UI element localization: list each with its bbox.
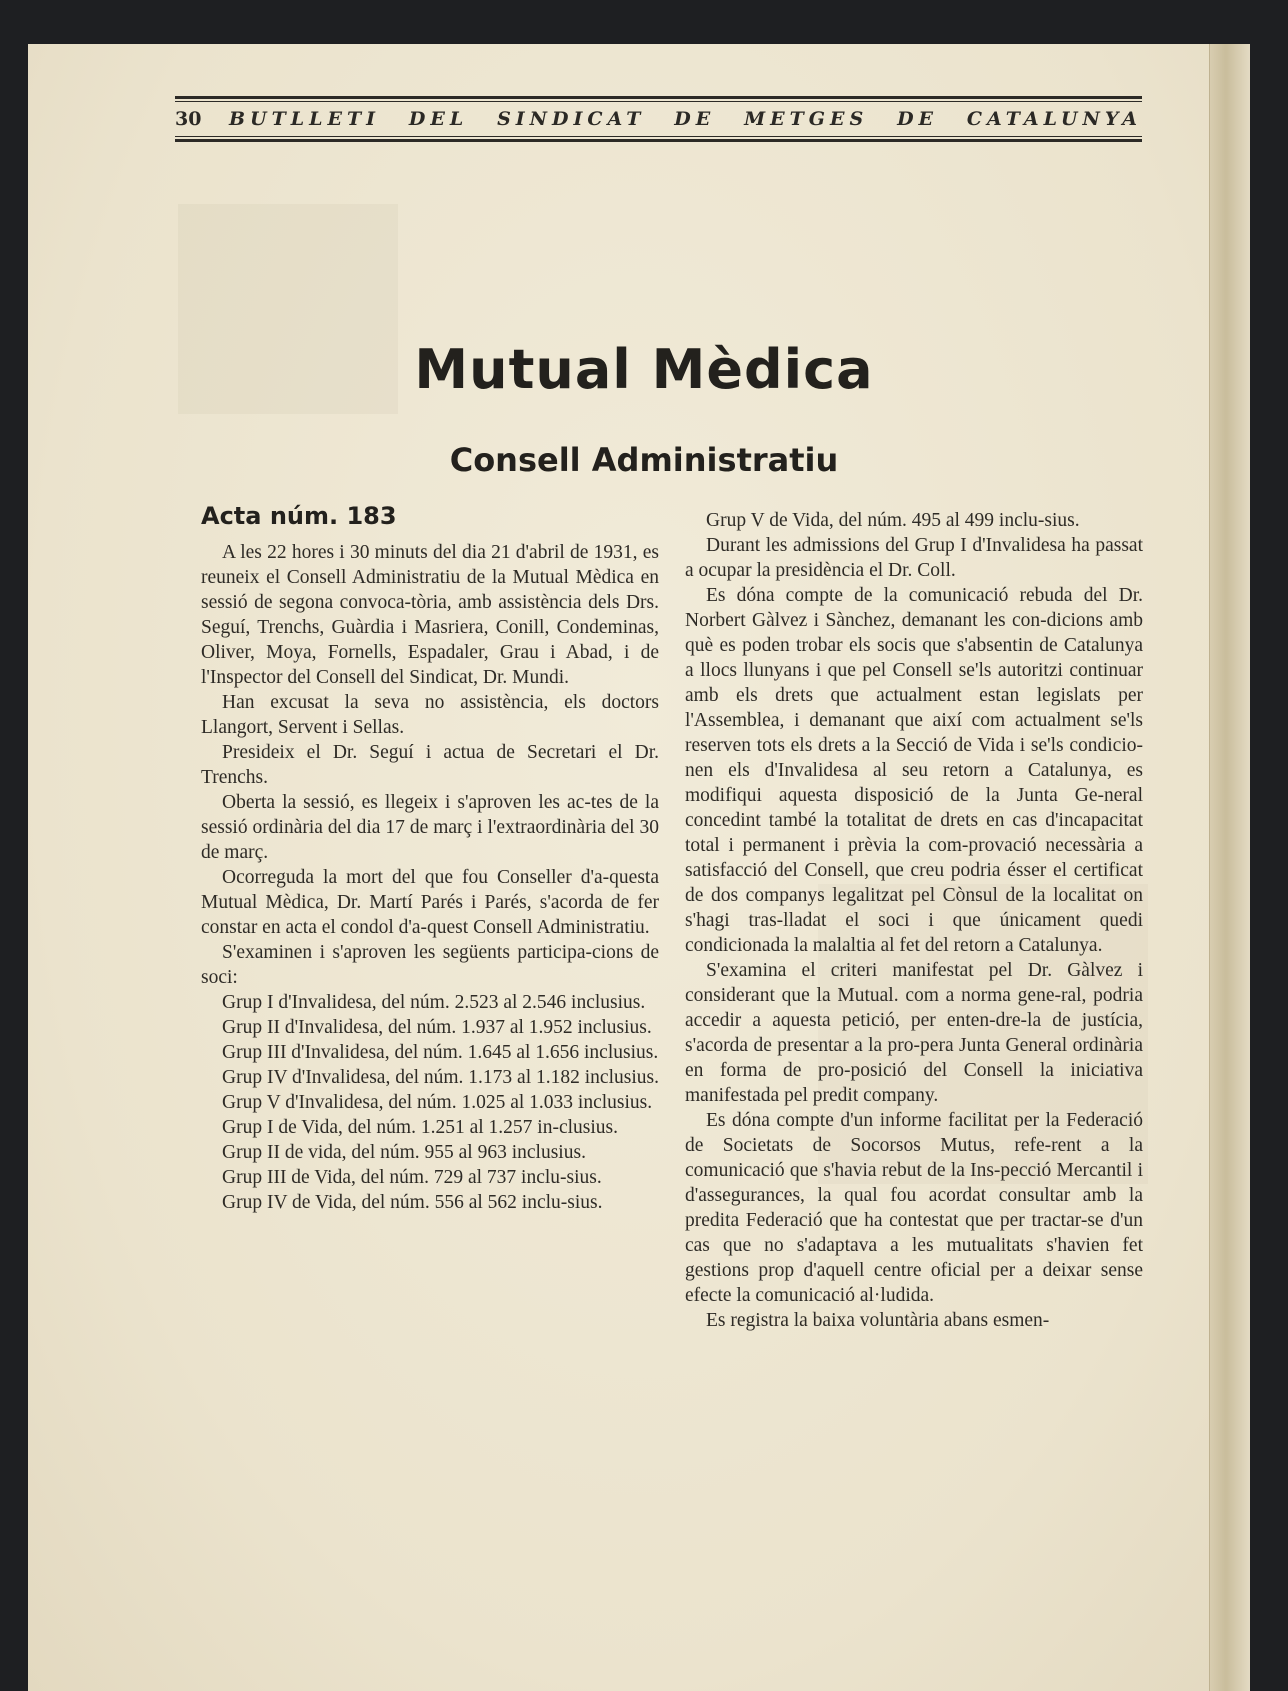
header-rule-bottom-thin	[175, 136, 1142, 137]
paragraph: Ocorreguda la mort del que fou Conseller d'a-questa Mutual Mèdica, Dr. Martí Parés i Parés, s'acorda de fer constar en acta el condol d'a-quest Consell Administratiu.	[201, 867, 659, 938]
right-column	[685, 508, 1143, 1333]
paragraph: Grup IV de Vida, del núm. 556 al 562 inclu-sius.	[222, 1192, 603, 1213]
running-title-word: BUTLLETI	[229, 108, 380, 130]
header-rule-top-thin	[175, 101, 1142, 102]
book-spine	[1209, 44, 1250, 1691]
paragraph: Es dóna compte de la comunicació rebuda del Dr. Norbert Gàlvez i Sànchez, demanant les con-dicions amb què es poden trobar els socis que s'absentin de Catalunya a llocs llunyans i que pel Consell se'ls autoritzi continuar amb els drets que actualment estan legislats per l'Assemblea, i demanant que així com actualment se'ls reserven tots els drets a la Secció de Vida i se'ls condicio-nen els d'Invalidesa al seu retorn a Catalunya, es modifiqui aquesta disposició de la Junta Ge-neral concedint també la totalitat de drets en cas d'incapacitat total i permanent i prèvia la com-provació necessària a satisfacció del Consell, que creu podria ésser el certificat de dos companys legalitzat pel Cònsul de la localitat on s'hagi tras-lladat el soci i que únicament quedi condicionada la malaltia al fet del retorn a Catalunya.	[685, 585, 1143, 956]
running-title-word: DEL	[408, 108, 469, 130]
running-title-word: DE	[897, 108, 939, 130]
running-title-word: CATALUNYA	[966, 108, 1142, 130]
running-title	[229, 108, 1142, 130]
paragraph: Presideix el Dr. Seguí i actua de Secretari el Dr. Trenchs.	[201, 742, 659, 788]
paragraph: Es registra la baixa voluntària abans esmen-	[706, 1310, 1050, 1331]
page-number: 30	[175, 108, 202, 130]
running-header	[175, 104, 1142, 134]
paragraph: Oberta la sessió, es llegeix i s'aproven les ac-tes de la sessió ordinària del dia 17 de març i l'extraordinària del 30 de març.	[201, 792, 659, 863]
page-title: Mutual Mèdica	[414, 338, 874, 401]
left-column-body	[201, 540, 659, 1215]
paragraph: Grup V d'Invalidesa, del núm. 1.025 al 1.033 inclusius.	[222, 1092, 653, 1113]
paragraph: S'examina el criteri manifestat pel Dr. Gàlvez i considerant que la Mutual. com a norma gene-ral, podria accedir a aquesta petició, per enten-dre-la de justícia, s'acorda de presentar a la pro-pera Junta General ordinària en forma de pro-posició del Consell la iniciativa manifestada pel predit company.	[685, 960, 1143, 1106]
paragraph: Grup I de Vida, del núm. 1.251 al 1.257 in-clusius.	[222, 1117, 618, 1138]
right-column-body	[685, 508, 1143, 1333]
paragraph: Grup III d'Invalidesa, del núm. 1.645 al 1.656 inclusius.	[222, 1042, 659, 1063]
left-column	[201, 502, 659, 1215]
paragraph: A les 22 hores i 30 minuts del dia 21 d'abril de 1931, es reuneix el Consell Administratiu de la Mutual Mèdica en sessió de segona convoca-tòria, amb assistència dels Drs. Seguí, Trenchs, Guàrdia i Masriera, Conill, Condeminas, Oliver, Moya, Fornells, Espadaler, Grau i Abad, i de l'Inspector del Consell del Sindicat, Dr. Mundi.	[201, 542, 659, 688]
paragraph: S'examinen i s'aproven les següents participa-cions de soci:	[201, 942, 659, 988]
running-title-word: SINDICAT	[497, 108, 646, 130]
paragraph: Grup IV d'Invalidesa, del núm. 1.173 al 1.182 inclusius.	[222, 1067, 659, 1088]
paragraph: Durant les admissions del Grup I d'Invalidesa ha passat a ocupar la presidència el Dr. Coll.	[685, 535, 1143, 581]
header-rule-bottom	[175, 139, 1142, 142]
running-title-word: METGES	[744, 108, 869, 130]
paragraph: Grup I d'Invalidesa, del núm. 2.523 al 2.546 inclusius.	[222, 992, 646, 1013]
paragraph: Es dóna compte d'un informe facilitat per la Federació de Societats de Socorsos Mutus, refe-rent a la comunicació que s'havia rebut de la Ins-pecció Mercantil i d'assegurances, la qual fou acordat consultar amb la predita Federació que ha contestat que per tractar-se d'un cas que no s'adaptava a les mutualitats s'havien fet gestions prop d'aquell centre oficial per a deixar sense efecte la comunicació al·ludida.	[685, 1110, 1143, 1306]
paragraph: Grup II de vida, del núm. 955 al 963 inclusius.	[222, 1142, 586, 1163]
paragraph: Grup III de Vida, del núm. 729 al 737 inclu-sius.	[222, 1167, 602, 1188]
paragraph: Grup V de Vida, del núm. 495 al 499 inclu-sius.	[706, 510, 1080, 531]
paragraph: Han excusat la seva no assistència, els doctors Llangort, Servent i Sellas.	[201, 692, 659, 738]
running-title-word: DE	[674, 108, 716, 130]
minutes-heading: Acta núm. 183	[201, 502, 397, 530]
page-subtitle: Consell Administratiu	[449, 441, 839, 479]
header-rule-top	[175, 96, 1142, 99]
paragraph: Grup II d'Invalidesa, del núm. 1.937 al 1.952 inclusius.	[222, 1017, 652, 1038]
scan-artifacts	[600, 1488, 720, 1668]
